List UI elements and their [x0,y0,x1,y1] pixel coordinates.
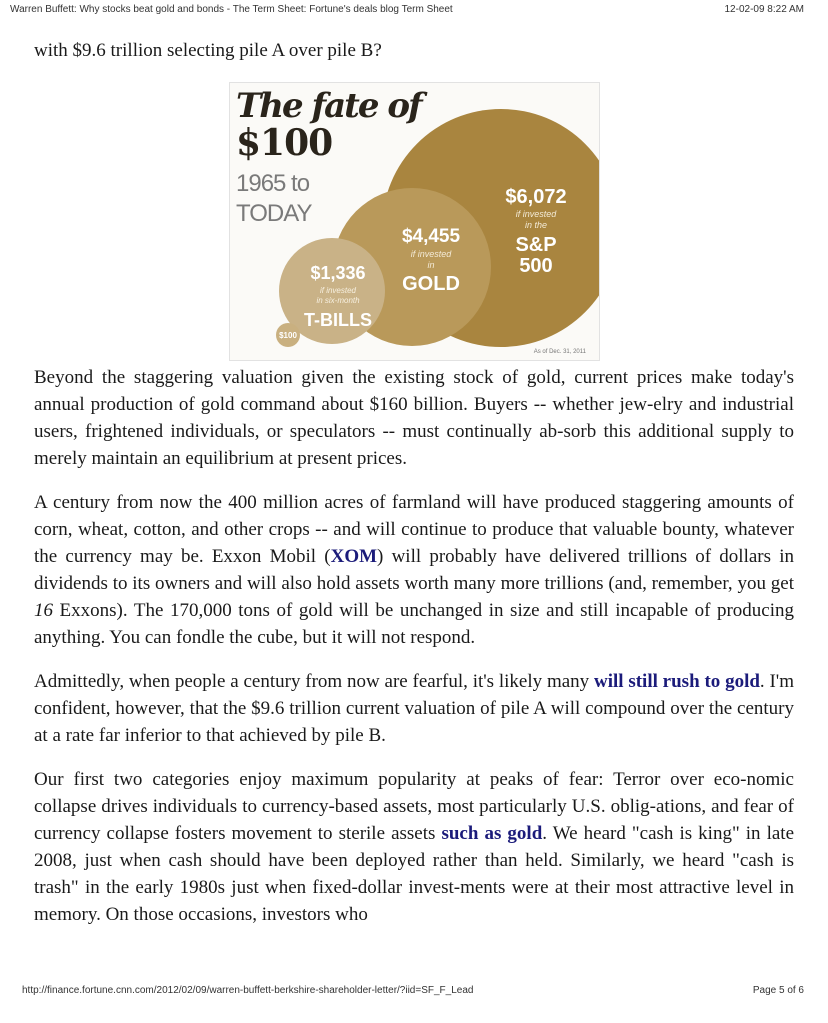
such-as-gold-link[interactable]: such as gold [441,823,543,844]
lead-line: with $9.6 trillion selecting pile A over pile B? [34,40,382,61]
sp500-label1: S&P [515,234,557,256]
start-100-label: $100 [279,331,297,340]
paragraph-4 [34,766,794,928]
gold-label1: GOLD [402,273,460,295]
paragraph-3-text-a: Admittedly, when people a century from now are fearful, it's likely many [34,671,594,692]
print-header [10,4,804,20]
paragraph-2 [34,489,794,651]
paragraph-3-text-b: . I'm confident, however, that the $9.6 trillion current valuation of pile A will compound over the century at a rate far inferior to that achieved by pile B. [34,671,795,746]
header-datetime: 12-02-09 8:22 AM [724,4,804,15]
tbills-line1: if invested [319,286,357,295]
article-body [34,38,794,928]
paragraph-1: Beyond the staggering valuation given the existing stock of gold, current prices make today's annual production of gold command about $160 billion. Buyers -- whether jew-elry and industrial users, frightened individuals, or speculators -- must continually ab-sorb this additional supply to merely maintain an equilibrium at present prices. [34,367,794,469]
tbills-amount: $1,336 [310,263,366,283]
gold-line1: if invested [410,249,452,259]
figure-asof: As of Dec. 31, 2011 [533,349,586,355]
sp500-label2: 500 [519,255,553,277]
paragraph-3 [34,668,794,749]
tbills-label1: T-BILLS [304,310,372,330]
gold-line2: in [427,260,435,270]
figure-title-line1: The fate of [236,86,421,126]
paragraph-4-text-a: Our first two categories enjoy maximum popularity at peaks of fear: Terror over eco-nomic collapse drives individuals to currency-based assets, most particularly U.S. oblig-ations, and fear of currency collapse fosters movement to sterile assets [34,769,794,844]
xom-link[interactable]: XOM [330,546,378,567]
header-title: Warren Buffett: Why stocks beat gold and bonds - The Term Sheet: Fortune's deals blog Term Sheet [10,4,453,15]
figure-title-line2: $100 [236,122,333,164]
paragraph-4-text-b: . We heard "cash is king" in late 2008, just when cash should have been deployed rather than held. Similarly, we heard "cash is trash" in the early 1980s just when fixed-dollar invest-ments were at their most attractive level in memory. On those occasions, investors who [34,823,795,925]
sp500-line1: if invested [515,209,557,219]
footer-url: http://finance.fortune.cnn.com/2012/02/09/warren-buffett-berkshire-shareholder-letter/?iid=SF_F_Lead [22,985,474,996]
paragraph-2-text-a: A century from now the 400 million acres of farmland will have produced staggering amounts of corn, wheat, cotton, and other crops -- and will continue to produce that valuable bounty, whatever the currency may be. Exxon Mobil ( [34,492,794,567]
sp500-amount: $6,072 [505,186,567,208]
figure-sub-line1: 1965 to [236,170,310,197]
print-footer [22,985,804,1001]
footer-page: Page 5 of 6 [752,985,804,996]
sp500-line2: in the [524,220,548,230]
gold-amount: $4,455 [401,226,461,247]
paragraph-2-emphasis: 16 [34,600,53,621]
tbills-line2: in six-month [316,296,360,305]
rush-to-gold-link[interactable]: will still rush to gold [593,671,760,692]
paragraph-2-text-b: ) will probably have delivered trillions of dollars in dividends to its owners and will also hold assets worth many more trillions (and, remember, you get [34,546,794,594]
figure-sub-line2: TODAY [236,200,312,227]
paragraph-2-text-c: Exxons). The 170,000 tons of gold will be unchanged in size and still incapable of producing anything. You can fondle the cube, but it will not respond. [34,600,794,648]
